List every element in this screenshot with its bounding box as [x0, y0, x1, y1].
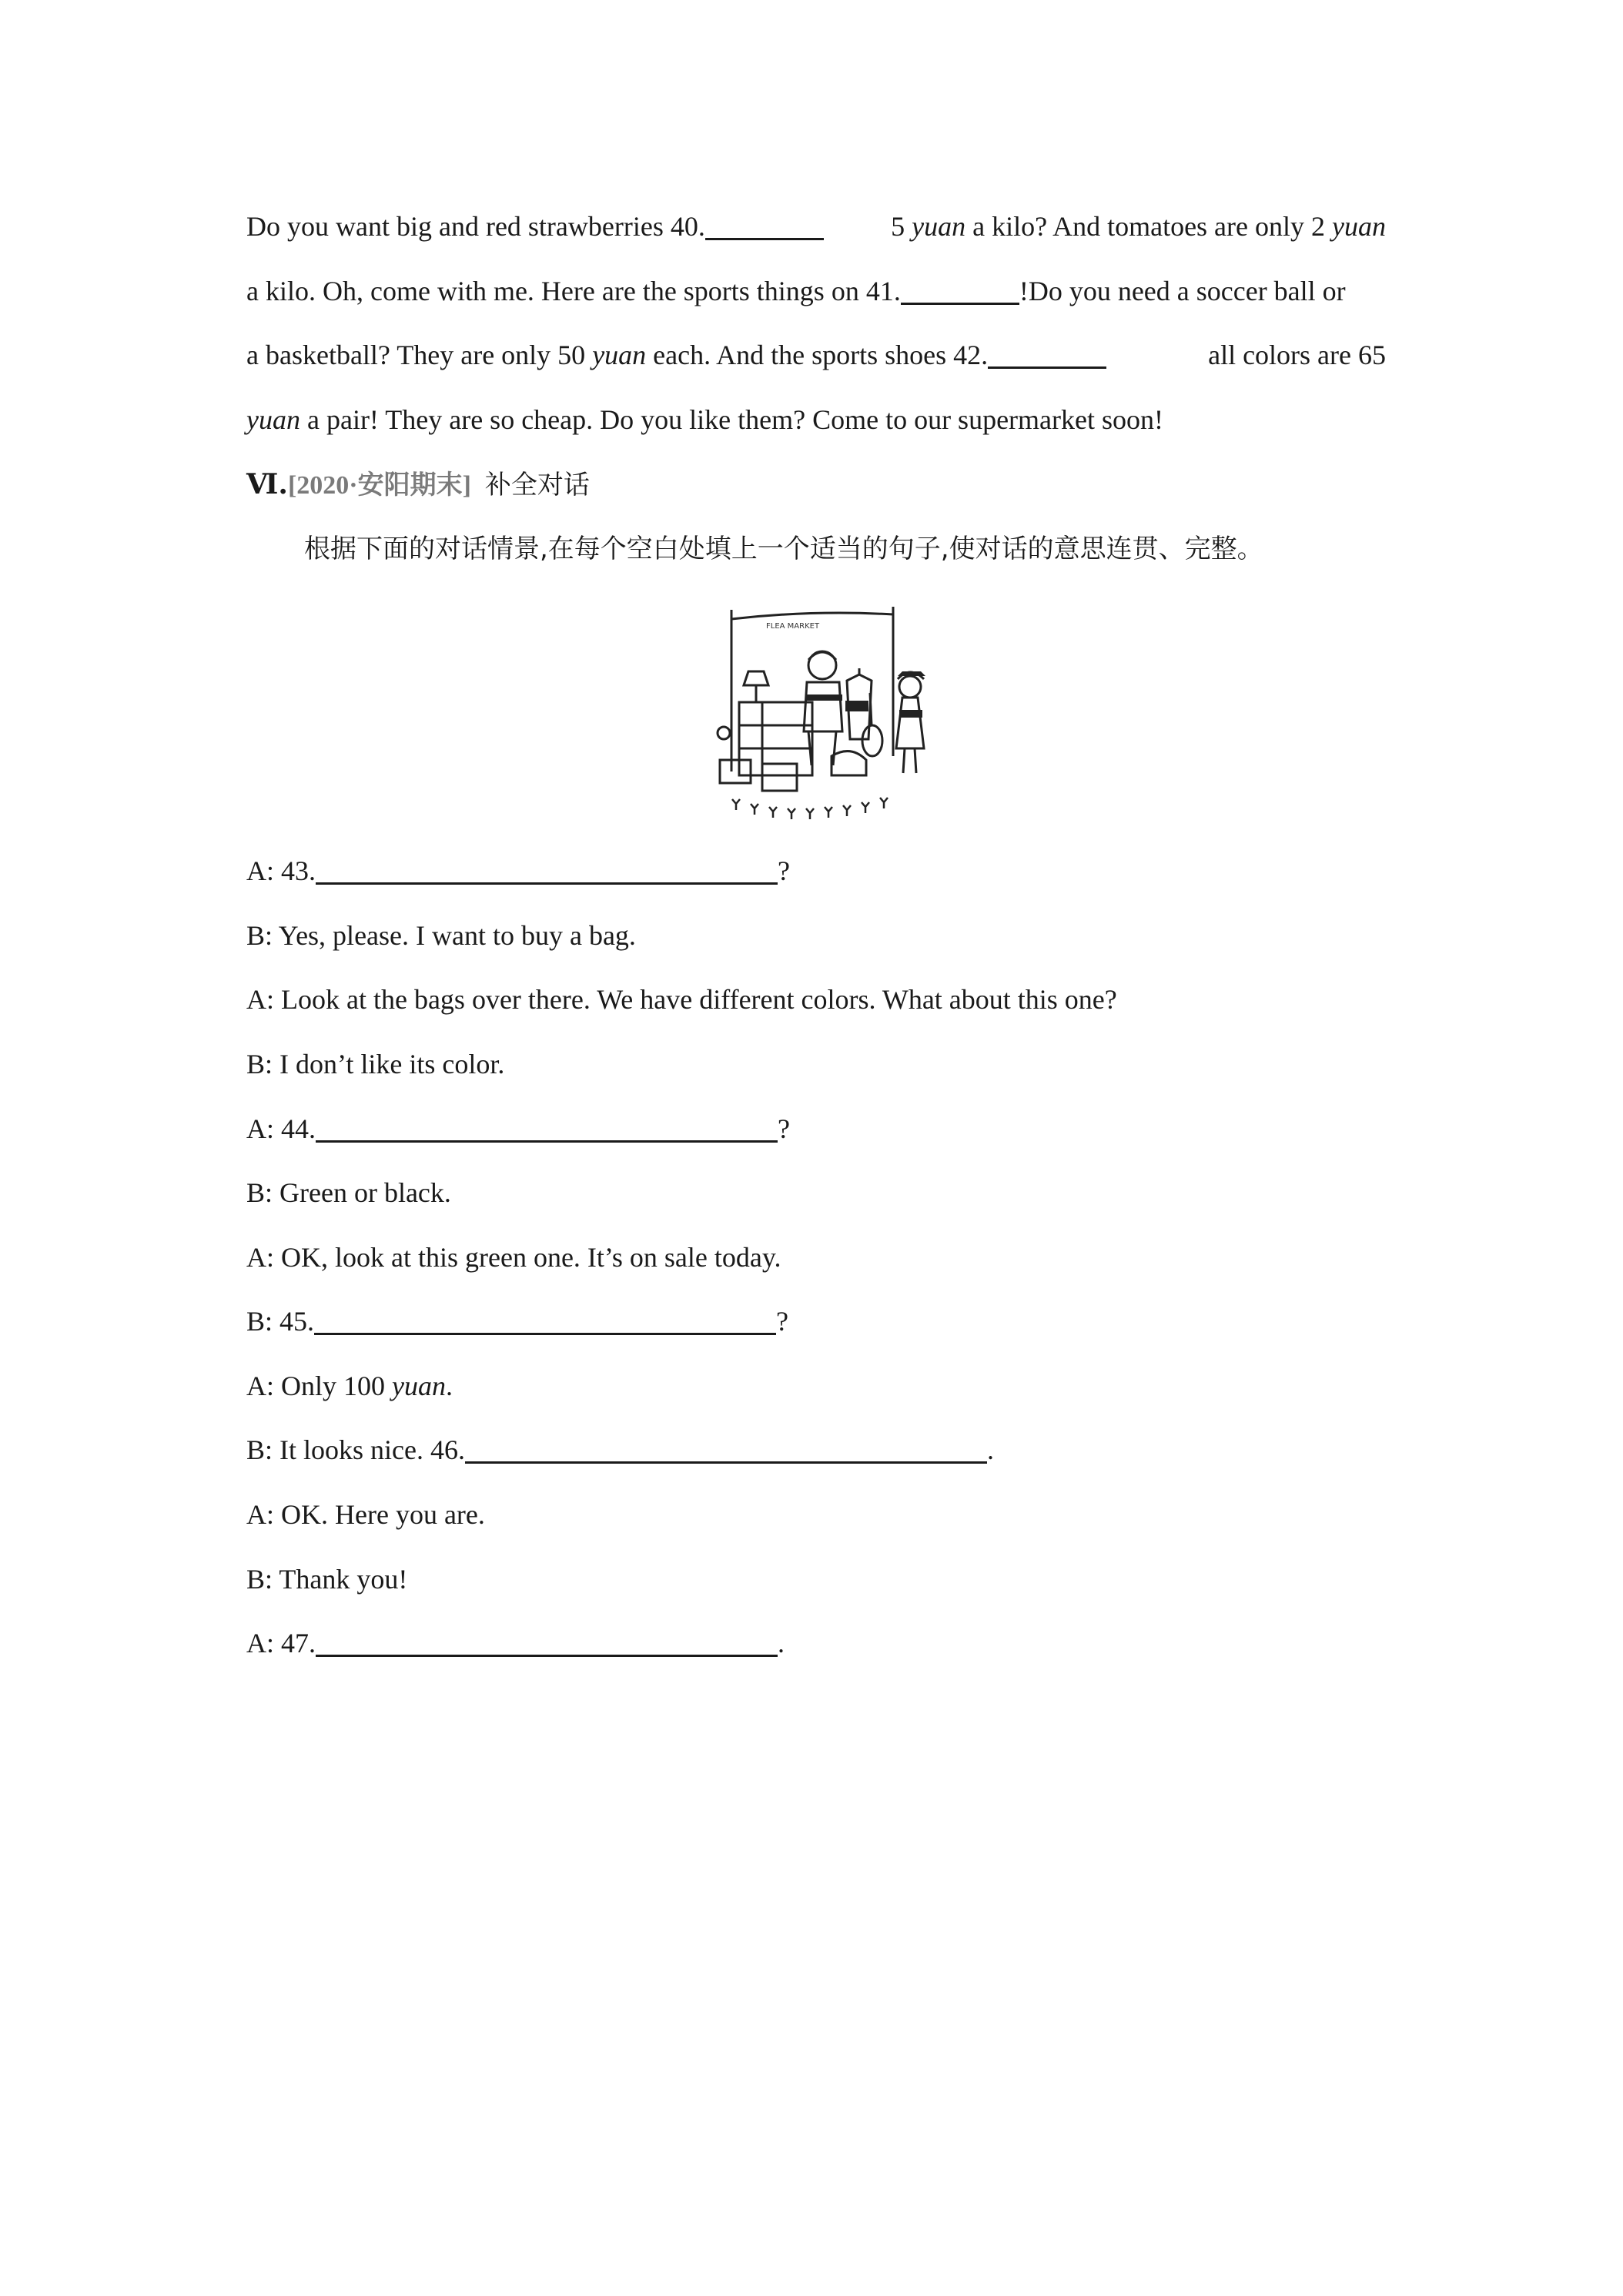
dialogue-line: A: Only 100 yuan. [246, 1371, 453, 1401]
passage-line-2 [246, 277, 1386, 305]
answer-blank-47[interactable] [316, 1630, 778, 1657]
dialogue-line: A: OK. Here you are. [246, 1499, 485, 1530]
answer-blank-44[interactable] [316, 1116, 778, 1143]
dialogue-line: B: I don’t like its color. [246, 1049, 505, 1079]
passage-line-4: yuan a pair! They are so cheap. Do you like them? Come to our supermarket soon! [246, 404, 1163, 435]
dialogue-line-43: A: 43. ? [246, 855, 790, 886]
answer-blank-45[interactable] [314, 1308, 776, 1335]
dialogue-line: A: Look at the bags over there. We have different colors. What about this one? [246, 984, 1117, 1015]
section-title: 补全对话 [484, 470, 590, 500]
answer-blank-42[interactable] [988, 342, 1106, 369]
answer-blank-46[interactable] [465, 1437, 987, 1464]
passage-text: Do you want big and red strawberries 40. [246, 213, 824, 240]
passage-text: 5 yuan a kilo? And tomatoes are only 2 yuan [891, 211, 1386, 242]
passage-text: a basketball? They are only 50 yuan each. And the sports shoes 42. [246, 341, 1106, 369]
passage-text: a kilo. Oh, come with me. Here are the sports things on 41. !Do you need a soccer ball or [246, 276, 1346, 306]
dialogue-line-44: A: 44. ? [246, 1113, 790, 1144]
dialogue-line: B: Green or black. [246, 1177, 451, 1208]
passage-text: all colors are 65 [1208, 340, 1386, 370]
flea-market-illustration [708, 602, 945, 828]
passage-line-1 [246, 213, 1386, 240]
dialogue-line: B: Yes, please. I want to buy a bag. [246, 920, 636, 951]
dialogue-line: B: Thank you! [246, 1564, 408, 1595]
dialogue-line: A: OK, look at this green one. It’s on sale today. [246, 1242, 781, 1273]
section-number: Ⅵ. [246, 468, 288, 500]
section-source: [2020·安阳期末] [287, 471, 471, 500]
answer-blank-41[interactable] [901, 278, 1019, 305]
answer-blank-43[interactable] [316, 858, 778, 885]
dialogue-line-46: B: It looks nice. 46. . [246, 1434, 994, 1465]
section-heading [246, 470, 590, 499]
section-instruction: 根据下面的对话情景,在每个空白处填上一个适当的句子,使对话的意思连贯、完整。 [304, 534, 1263, 564]
dialogue-line-47: A: 47. . [246, 1628, 785, 1658]
flea-market-sign: FLEA MARKET [766, 622, 820, 631]
passage-line-3 [246, 341, 1386, 369]
dialogue-line-45: B: 45. ? [246, 1306, 788, 1337]
answer-blank-40[interactable] [705, 213, 824, 240]
